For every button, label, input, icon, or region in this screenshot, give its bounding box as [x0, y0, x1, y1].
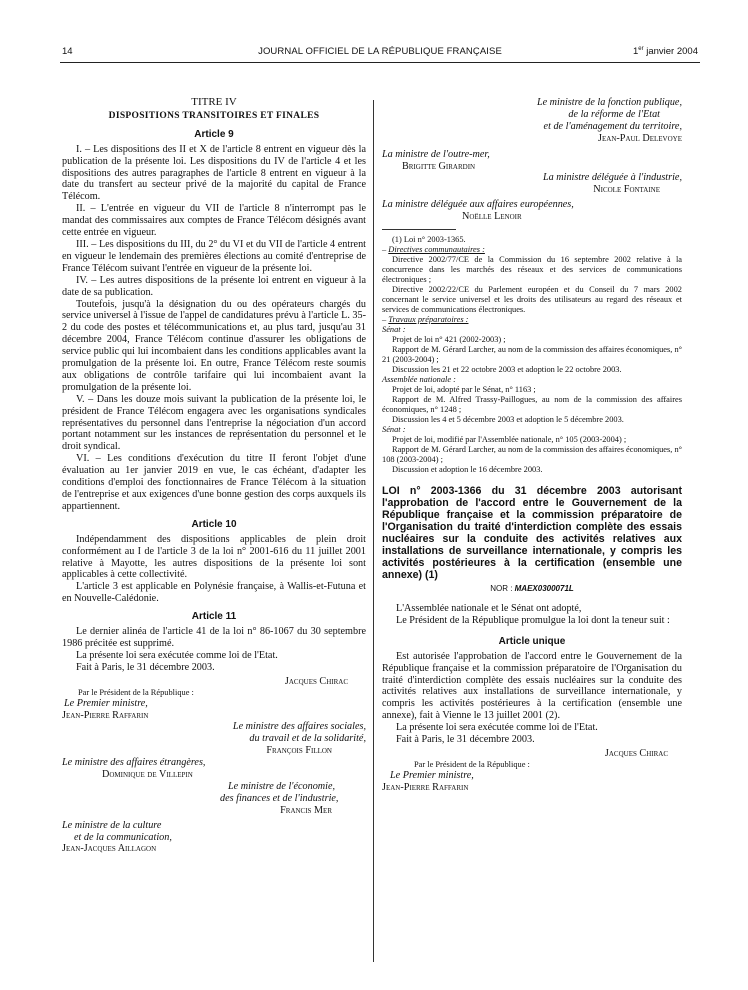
signatory-name: Jean-Pierre Raffarin — [382, 781, 469, 793]
article-11-heading: Article 11 — [191, 611, 237, 623]
president-signature: Jacques Chirac — [604, 747, 668, 759]
footnote-heading: – Travaux préparatoires : — [382, 315, 469, 325]
footnote-text: Directive 2002/22/CE du Parlement européen et du Conseil du 7 mars 2002 concernant le service universel et les droits des utilisateurs au regard des réseaux et services de communications électroniques. — [382, 285, 682, 315]
paragraph: II. – L'entrée en vigueur du VII de l'article 8 n'interrompt pas le mandat des commissaires aux comptes de France Télécom désignés avant cette entrée en vigueur. — [62, 203, 366, 239]
president-signature: Jacques Chirac — [284, 675, 348, 687]
chamber-heading: Sénat : — [382, 325, 406, 335]
signatory-title: Le Premier ministre, — [390, 769, 474, 781]
signatory-title: Le ministre de la culture — [62, 819, 162, 831]
footnote-text: Projet de loi, adopté par le Sénat, n° 1163 ; — [392, 385, 536, 395]
journal-title: JOURNAL OFFICIEL DE LA RÉPUBLIQUE FRANÇAISE — [258, 46, 502, 57]
page-number: 14 — [62, 46, 73, 57]
footnote-text: Discussion et adoption le 16 décembre 2003. — [392, 465, 543, 475]
paragraph: Le dernier alinéa de l'article 41 de la loi n° 86-1067 du 30 septembre 1986 précitée est supprimé. — [62, 626, 366, 649]
footnotes — [382, 235, 682, 475]
paragraph: La présente loi sera exécutée comme loi de l'Etat. — [396, 722, 598, 734]
signatory-name: Noëlle Lenoir — [462, 211, 522, 223]
header-rule — [60, 62, 700, 63]
signatory-title: Le Premier ministre, — [64, 697, 148, 709]
paragraph: Indépendamment des dispositions applicables de plein droit conformément au I de l'article 3 de la loi n° 2001-616 du 11 juillet 2001 relative à Mayotte, les autres dispositions de la présente loi sont applicables à cette collectivité. — [62, 533, 366, 581]
paragraph: Est autorisée l'approbation de l'accord entre le Gouvernement de la République française et la commission préparatoire de l'Organisation du traité d'interdiction complète des essais nucléaires sur la conduite des activités relatives aux installations de surveillance internationale, y compris les activités postérieures à la certification (ensemble une annexe), fait à Vienne le 13 juillet 2001 (2). — [382, 650, 682, 722]
paragraph: III. – Les dispositions du III, du 2° du VI et du VII de l'article 4 entrent en vigueur le lendemain des premières élections au comité d'entreprise de France Télécom suivant l'entrée en vigueur de la présente loi. — [62, 238, 366, 274]
law-title: LOI n° 2003-1366 du 31 décembre 2003 autorisant l'approbation de l'accord entre le Gouvernement de la République française et la commission préparatoire de l'Organisation du traité d'interdiction complète des essais nucléaires sur la conduite des activités relatives aux installations de surveillance internationale, y compris les activités postérieures à la certification (ensemble une annexe) (1) — [382, 485, 682, 582]
par-le-president: Par le Président de la République : — [414, 759, 530, 769]
titre-heading: TITRE IV — [191, 96, 237, 108]
signatory-name: Dominique de Villepin — [102, 769, 193, 781]
signatory-name: Jean-Jacques Aillagon — [62, 843, 157, 855]
signatory-title: des finances et de l'industrie, — [220, 792, 339, 804]
signatory-name: Brigitte Girardin — [402, 160, 476, 172]
article-9-heading: Article 9 — [194, 128, 234, 140]
issue-date: 1er janvier 2004 — [632, 46, 698, 58]
footnote-text: Rapport de M. Gérard Larcher, au nom de la commission des affaires économiques, n° 21 (2003-2004) ; — [382, 345, 682, 365]
chamber-heading: Assemblée nationale : — [382, 375, 456, 385]
footnote-heading: – Directives communautaires : — [382, 245, 485, 255]
signatory-title: de la réforme de l'Etat — [568, 108, 660, 120]
paragraph: V. – Dans les douze mois suivant la publication de la présente loi, le président de France Télécom engagera avec les organisations syndicales représentatives du personnel dans l'entreprise la négociation d'un accord portant notamment sur les instances de représentation du personnel et le droit syndical. — [62, 393, 366, 453]
signatory-title: Le ministre des affaires sociales, — [232, 721, 366, 733]
footnote-text: Projet de loi n° 421 (2002-2003) ; — [392, 335, 506, 345]
paragraph: Le Président de la République promulgue la loi dont la teneur suit : — [396, 614, 670, 626]
paragraph: Fait à Paris, le 31 décembre 2003. — [396, 734, 535, 746]
right-column — [382, 97, 682, 794]
par-le-president: Par le Président de la République : — [78, 687, 194, 697]
signatory-title: La ministre déléguée aux affaires européennes, — [382, 199, 574, 211]
column-divider — [373, 100, 374, 962]
footnote-rule — [382, 229, 456, 230]
article-unique-heading: Article unique — [498, 635, 566, 647]
signatory-title: et de la communication, — [74, 831, 172, 843]
section-title: DISPOSITIONS TRANSITOIRES ET FINALES — [108, 110, 320, 121]
signatory-title: du travail et de la solidarité, — [249, 733, 366, 745]
left-column — [62, 97, 366, 855]
footnote-text: Discussion les 4 et 5 décembre 2003 et adoption le 5 décembre 2003. — [392, 415, 624, 425]
footnote-text: Projet de loi, modifié par l'Assemblée nationale, n° 105 (2003-2004) ; — [392, 435, 627, 445]
signatory-title: Le ministre des affaires étrangères, — [62, 757, 206, 769]
signatory-title: Le ministre de l'économie, — [228, 780, 336, 792]
signatory-title: La ministre de l'outre-mer, — [382, 148, 490, 160]
article-10-heading: Article 10 — [191, 518, 237, 530]
footnote-text: Rapport de M. Alfred Trassy-Paillogues, au nom de la commission des affaires économiques, n° 1248 ; — [382, 395, 682, 415]
paragraph: L'article 3 est applicable en Polynésie française, à Wallis-et-Futuna et en Nouvelle-Calédonie. — [62, 581, 366, 605]
signatory-name: Jean-Paul Delevoye — [598, 132, 682, 144]
paragraph: I. – Les dispositions des II et X de l'article 8 entrent en vigueur dès la publication de la présente loi. Les dispositions du IV de l'article 4 et les dispositions des autres paragraphes de l'article 8 entrent en vigueur à la date du transfert au secteur privé de la majorité du capital de France Télécom. — [62, 143, 366, 203]
chamber-heading: Sénat : — [382, 425, 406, 435]
page-header — [62, 46, 698, 62]
footnote-text: (1) Loi n° 2003-1365. — [392, 235, 466, 245]
signatory-name: Francis Mer — [280, 804, 332, 816]
signatory-title: et de l'aménagement du territoire, — [543, 120, 682, 132]
footnote-text: Discussion les 21 et 22 octobre 2003 et adoption le 22 octobre 2003. — [392, 365, 622, 375]
paragraph: VI. – Les conditions d'exécution du titre II feront l'objet d'une évaluation au 1er janvier 2019 en vue, le cas échéant, d'adapter les conditions d'emploi des fonctionnaires de France Télécom à la situation de l'entreprise et aux exigences d'une bonne gestion des corps auxquels ils appartiennent. — [62, 453, 366, 512]
signatory-title: La ministre déléguée à l'industrie, — [542, 172, 682, 184]
signatory-title: Le ministre de la fonction publique, — [536, 97, 682, 108]
signatory-name: François Fillon — [266, 745, 332, 757]
nor-reference: NOR : MAEX0300071L — [490, 584, 574, 594]
footnote-text: Directive 2002/77/CE de la Commission du 16 septembre 2002 relative à la concurrence dans les marchés des réseaux et des services de communications électroniques ; — [382, 255, 682, 285]
signatory-name: Jean-Pierre Raffarin — [62, 709, 149, 721]
paragraph: La présente loi sera exécutée comme loi de l'Etat. — [76, 649, 278, 661]
signatory-name: Nicole Fontaine — [593, 184, 660, 196]
paragraph: L'Assemblée nationale et le Sénat ont adopté, — [396, 602, 582, 614]
paragraph: Fait à Paris, le 31 décembre 2003. — [76, 661, 215, 673]
paragraph: Toutefois, jusqu'à la désignation du ou des opérateurs chargés du service universel à l'issue de l'appel de candidatures prévu à l'article L. 35-2 du code des postes et télécommunications et, au plus tard, jusqu'au 31 décembre 2004, France Télécom continue d'assurer les obligations de service public qui lui incombaient dans les conditions applicables avant la promulgation de la présente loi. En outre, France Télécom reste soumis aux obligations de contrôle tarifaire qui lui incombaient avant la promulgation de la présente loi. — [62, 298, 366, 393]
paragraph: IV. – Les autres dispositions de la présente loi entrent en vigueur à la date de sa publication. — [62, 274, 366, 298]
footnote-text: Rapport de M. Gérard Larcher, au nom de la commission des affaires économiques, n° 108 (2003-2004) ; — [382, 445, 682, 465]
